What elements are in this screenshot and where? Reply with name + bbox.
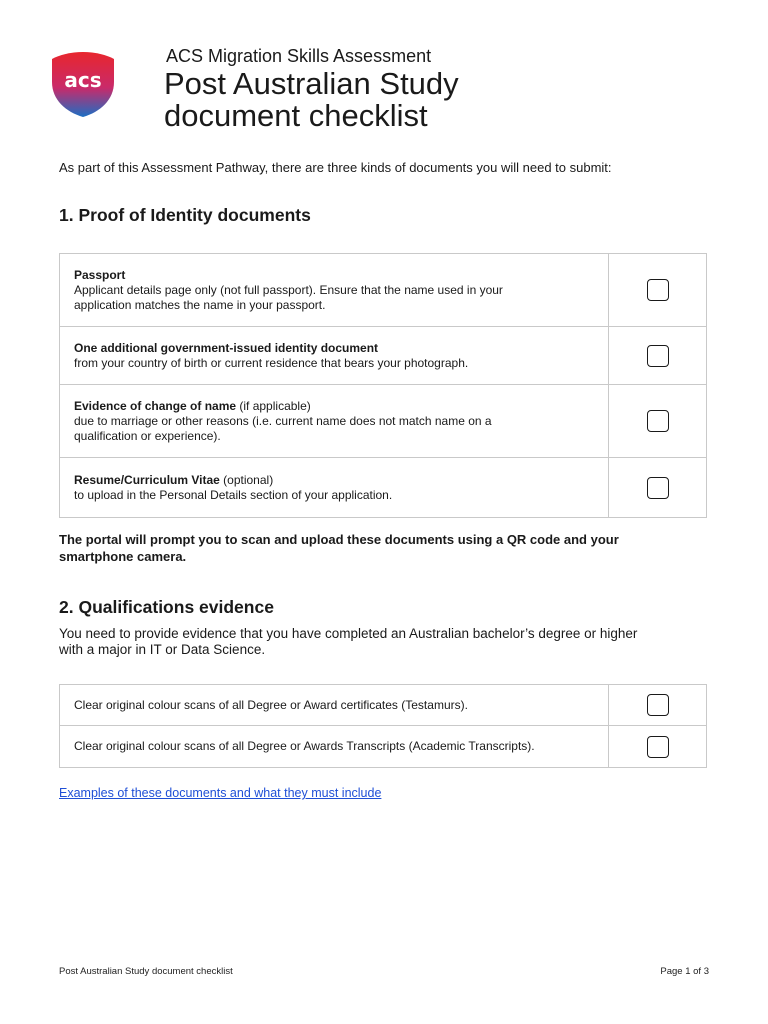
item-title-suffix: (optional) xyxy=(219,472,274,487)
checklist-row-transcripts xyxy=(60,726,706,767)
checkbox-name-change[interactable] xyxy=(647,410,669,432)
checklist-row-resume xyxy=(60,458,706,517)
note-line-2: smartphone camera. xyxy=(59,549,187,564)
item-desc-line-1: Applicant details page only (not full passport). Ensure that the name used in your xyxy=(74,282,503,297)
checklist-row-name-change xyxy=(60,385,706,458)
page-title xyxy=(164,68,664,132)
footer-page-number: Page 1 of 3 xyxy=(660,966,709,977)
checkbox-transcripts[interactable] xyxy=(647,736,669,758)
checklist-row-passport xyxy=(60,254,706,327)
checkbox-cell xyxy=(609,685,706,725)
logo-text: acs xyxy=(64,68,102,92)
checkbox-government-id[interactable] xyxy=(647,345,669,367)
checkbox-cell xyxy=(609,458,706,517)
item-title: One additional government-issued identity document xyxy=(74,340,379,355)
checklist-row-government-id xyxy=(60,327,706,385)
item-desc-line-2: application matches the name in your passport. xyxy=(74,297,326,312)
upload-note xyxy=(59,531,699,565)
item-title-suffix: (if applicable) xyxy=(236,398,311,413)
item-desc-line-1: from your country of birth or current residence that bears your photograph. xyxy=(74,355,469,370)
section-heading-identity: 1. Proof of Identity documents xyxy=(59,205,311,225)
checkbox-cell xyxy=(609,385,706,457)
checkbox-testamurs[interactable] xyxy=(647,694,669,716)
item-title: Evidence of change of name xyxy=(74,398,237,413)
checklist-item-text: Clear original colour scans of all Degree or Award certificates (Testamurs). xyxy=(60,685,609,725)
footer-document-title: Post Australian Study document checklist xyxy=(59,966,233,977)
note-line-1: The portal will prompt you to scan and upload these documents using a QR code and your xyxy=(59,532,619,547)
title-line-2: document checklist xyxy=(164,98,428,133)
checklist-item-text xyxy=(60,458,609,517)
section-heading-qualifications: 2. Qualifications evidence xyxy=(59,597,274,617)
checkbox-cell xyxy=(609,726,706,767)
item-title: Passport xyxy=(74,267,126,282)
para-line-1: You need to provide evidence that you have completed an Australian bachelor’s degree or higher xyxy=(59,626,638,641)
checklist-item-text xyxy=(60,254,609,326)
acs-logo xyxy=(50,50,116,118)
checkbox-resume[interactable] xyxy=(647,477,669,499)
identity-checklist xyxy=(59,253,707,518)
checkbox-cell xyxy=(609,254,706,326)
checklist-item-text xyxy=(60,327,609,384)
item-desc-line-1: to upload in the Personal Details section of your application. xyxy=(74,487,393,502)
title-line-1: Post Australian Study xyxy=(164,66,459,101)
checklist-item-text xyxy=(60,385,609,457)
qualifications-checklist xyxy=(59,684,707,768)
examples-link[interactable]: Examples of these documents and what they must include xyxy=(59,786,382,800)
intro-text: As part of this Assessment Pathway, there are three kinds of documents you will need to submit: xyxy=(59,160,612,175)
para-line-2: with a major in IT or Data Science. xyxy=(59,642,266,657)
document-kicker: ACS Migration Skills Assessment xyxy=(166,46,432,66)
checklist-item-text: Clear original colour scans of all Degree or Awards Transcripts (Academic Transcripts). xyxy=(60,726,609,767)
item-desc-line-1: due to marriage or other reasons (i.e. current name does not match name on a xyxy=(74,413,492,428)
checklist-row-testamurs xyxy=(60,685,706,726)
item-desc-line-2: qualification or experience). xyxy=(74,428,221,443)
item-title: Resume/Curriculum Vitae xyxy=(74,472,220,487)
qualifications-paragraph xyxy=(59,626,719,658)
checkbox-passport[interactable] xyxy=(647,279,669,301)
checkbox-cell xyxy=(609,327,706,384)
